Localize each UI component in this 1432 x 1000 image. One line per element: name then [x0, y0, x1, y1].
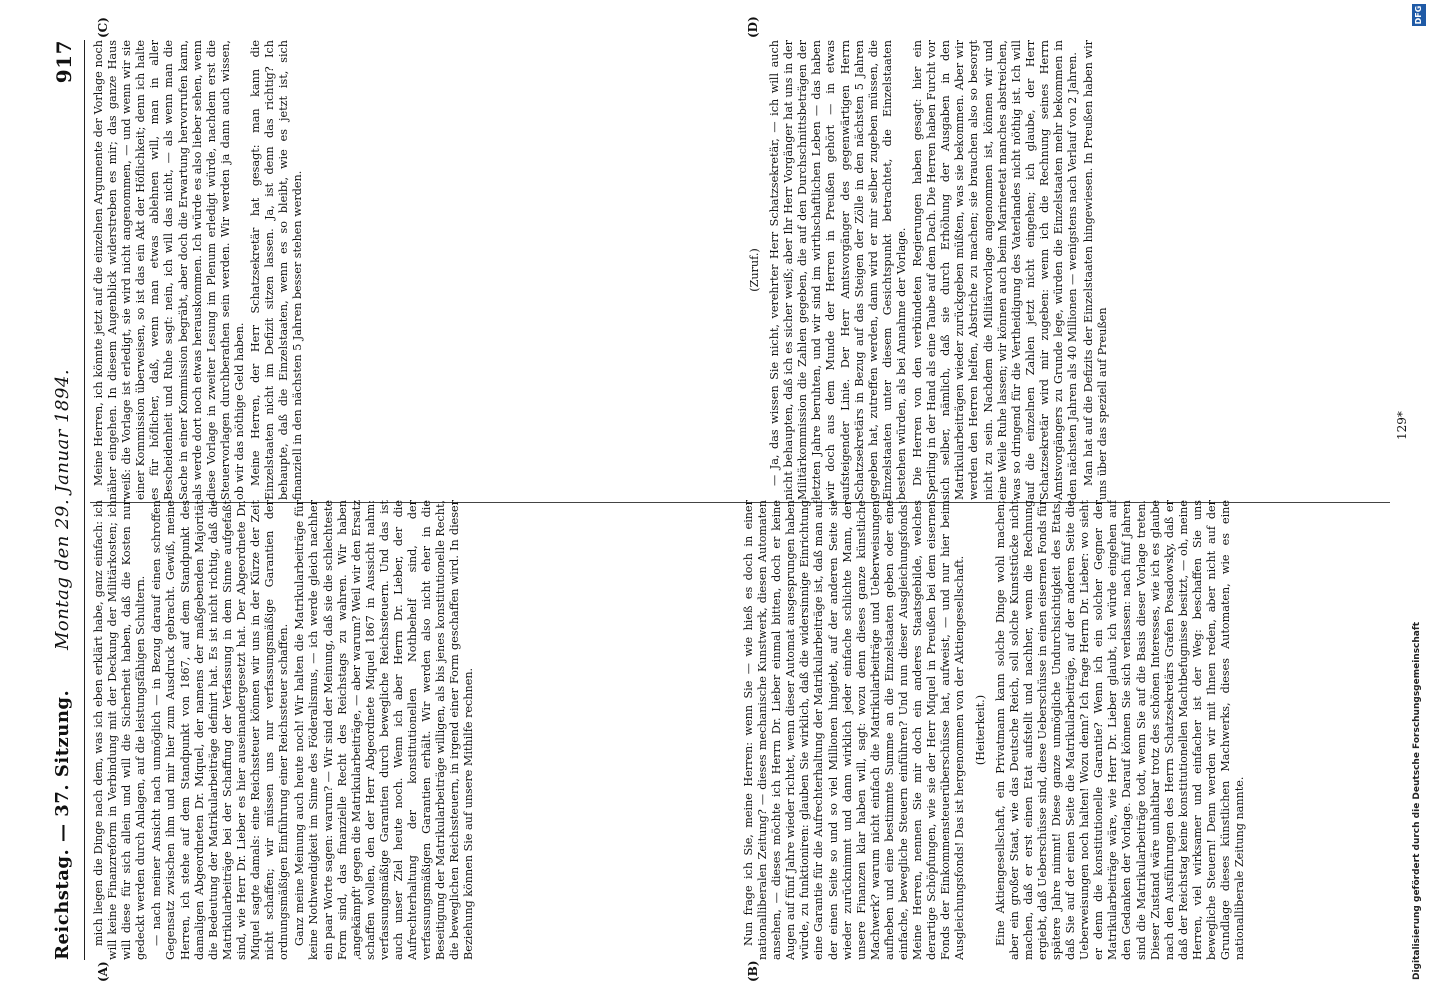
stage-direction: (Zuruf.) [748, 248, 761, 292]
text-column-2 [742, 500, 1387, 960]
paragraph: Meine Herren, der Herr Schatzsekretär hat gesagt: man kann die Einzelstaaten nicht im Defizit sitzen lassen. Ja, ist denn das richtig? Ich behaupte, daß die Einzelstaaten, wenn es so bleibt, wie es jetzt ist, sich finanziell in den nächsten 5 Jahren besser stehen werden. [249, 40, 305, 500]
header-rule [84, 40, 85, 960]
text-column-4 [742, 40, 1387, 500]
margin-marker-b: (B) [746, 960, 760, 982]
margin-marker-d: (D) [746, 16, 760, 38]
paragraph: Man hat auf die Defizits der Einzelstaaten hingewiesen. In Preußen haben wir uns über das speziell auf Preußen [1082, 40, 1110, 500]
text-column-1 [92, 500, 732, 960]
paragraph: — Ja, das wissen Sie nicht, verehrter Herr Schatzsekretär, — ich will auch nicht behaupten, daß ich es sicher weiß; aber Ihr Herr Vorgänger hat uns in der Militärkommission die Zahlen gegeben, die auf den Durchschnittsbeträgen der letzten Jahre beruhten, und wir sind im wirthschaftlichen Leben — das haben wir doch aus dem Munde der Herren in Preußen gehört — in etwas aufsteigender Linie. Der Herr Amtsvorgänger des gegenwärtigen Herrn Schatzsekretärs in Bezug auf das Steigen der Zölle in den nächsten 5 Jahren gegeben hat, zutreffen werden, dann wird er mir selber zugeben müssen, die Einzelstaaten unter diesem Gesichtspunkt betrachtet, die Einzelstaaten bestehen würden, als bei Annahme der Vorlage. [768, 40, 908, 500]
margin-marker-a: (A) [96, 961, 110, 982]
credit-line [1412, 20, 1426, 980]
paragraph: mich liegen die Dinge nach dem, was ich eben erklärt habe, ganz einfach: ich will keine Finanzreform in Verbindung mit der Deckung der Militärkosten; ich will diese für sich allein und will die Sicherheit haben, daß die Kosten nur gedeckt werden durch Anlagen, auf die leistungsfähigen Schultern. [92, 500, 148, 960]
margin-marker-c: (C) [96, 17, 110, 38]
running-head [52, 40, 82, 960]
dfg-logo [1412, 4, 1426, 26]
dfg-logo-text: DFG [1414, 5, 1423, 25]
paragraph: — nach meiner Ansicht nach unmöglich — in Bezug darauf einen schroffen Gegensatz zwischen ihm und mir hier zum Ausdruck gebracht. Gewiß, meine Herren, ich stehe auf dem Standpunkt von 1867, auf dem Standpunkt des damaligen Abgeordneten Dr. Miquel, der namens der maßgebenden Majorität die Bedeutung der Matrikularbeiträge definirt hat. Es ist nicht richtig, daß die Matrikularbeiträge bei der Schaffung der Verfassung in dem Sinne aufgefaßt sind, wie Herr Dr. Lieber es hier auseinandergesetzt hat. Der Abgeordnete Dr. Miquel sagte damals: eine Reichssteuer können wir uns in der Kürze der Zeit nicht schaffen; wir müssen uns nur verfassungsmäßige Garantien der ordnungsmäßigen Einführung einer Reichssteuer schaffen. [150, 500, 291, 960]
paragraph: Meine Herren, ich könnte jetzt auf die einzelnen Argumente der Vorlage noch näher eingehen. In diesem Augenblick widerstreben es mir; das ganze Haus weiß: die Vorlage ist erledigt, sie wird nicht angenommen, — und wenn wir sie einer Kommission überweisen, so ist das ein Akt der Höflichkeit; denn ich halte es für höflicher, daß, wenn man etwas ablehnen will, man in aller Bescheidenheit und Ruhe sagt: nein, ich will das nicht, — als wenn man die Sache in einer Kommission begräbt, aber doch die Erwartung hervorrufen kann, als werde dort noch etwas herauskommen. Ich würde es also lieber sehen, wenn diese Vorlage in zweiter Lesung im Plenum erledigt würde, nachdem erst die Steuervorlagen durchberathen sein werden. Wir werden ja dann auch wissen, ob wir das nöthige Geld haben. [92, 40, 246, 500]
paragraph: Nun frage ich Sie, meine Herren: wenn Sie — wie hieß es doch in einer nationalliberalen Zeitung? — dieses mechanische Kunstwerk, diesen Automaten ansehen, — dieses möchte ich Herrn Dr. Lieber einmal bitten, doch er keine Augen auf fünf Jahre wieder richtet, wenn dieser Automat ausgesprungen haben würde, zu funktioniren: glauben Sie wirklich, daß die widersinnige Einrichtung eine Garantie für die Aufrechterhaltung der Matrikularbeiträge ist, daß man auf der einen Seite so und so viel Millionen hingiebt, auf der anderen Seite sie wieder zurücknimmt und dann wirklich jeder einfache schlichte Mann, der unsere Finanzen klar haben will, sagt: wozu denn dieses ganze künstliche Machwerk? warum nicht einfach die Matrikularbeiträge und Ueberweisungen aufheben und eine bestimmte Summe an die Einzelstaaten geben oder eine einfache, bewegliche Steuern einführen? Und nun dieser Ausgleichungsfonds! Meine Herren, nennen Sie mir doch ein anderes Staatsgebilde, welches derartige Schöpfungen, wie sie der Herr Miquel in Preußen bei dem eisernen Fonds der Einkommensteuerüberschüsse hat, aufweist, — und nur hier beim Ausgleichungsfonds! Das ist hergenommen von der Aktiengesellschaft. [742, 500, 967, 960]
credit-text: Digitalisierung gefördert durch die Deutsche Forschungsgemeinschaft [1412, 621, 1422, 980]
header-left: Reichstag. — 37. Sitzung. [52, 689, 73, 960]
paragraph: Die Herren von den verbündeten Regierungen haben gesagt: hier ein Sperling in der Hand als eine Taube auf dem Dach. Die Herren haben Furcht vor sich selber, nämlich, daß sie durch Erhöhung der Ausgaben in den Matrikularbeiträgen wieder zurückgeben müßten, was sie bekommen. Aber wir werden den Herren helfen, Abstriche zu machen; sie brauchen also so besorgt nicht zu sein. Nachdem die Militärvorlage angenommen ist, können wir und eine Weile Ruhe lassen; wir können auch beim Marineetat manches abstreichen, was so dringend für die Vertheidigung des Vaterlandes nicht nöthig ist. Ich will auf die einzelnen Zahlen jetzt nicht eingehen; ich glaube, der Herr Schatzsekretär wird mir zugeben: wenn ich die Rechnung seines Herrn Amtsvorgängers zu Grunde lege, würden die Einzelstaaten mehr bekommen in den nächsten Jahren als 40 Millionen — wenigstens nach Verlauf von 2 Jahren. [911, 40, 1080, 500]
stage-direction: (Heiterkeit.) [973, 694, 987, 766]
signature-mark: 129* [1395, 411, 1409, 440]
text-column-3 [92, 40, 732, 500]
page-number: 917 [52, 40, 76, 84]
header-date: Montag den 29. Januar 1894. [52, 368, 73, 650]
paragraph: Ganz meine Meinung auch heute noch! Wir halten die Matrikularbeiträge für keine Nothwendigkeit im Sinne des Föderalismus, — ich werde gleich nachher ein paar Worte sagen: warum? — Wir sind der Meinung, daß sie die schlechteste Form sind, das finanzielle Recht des Reichstags zu wahren. Wir haben ‚angekämpft' gegen die Matrikularbeiträge, — aber warum? Weil wir den Ersatz schaffen wollen, den der Herr Abgeordnete Miquel 1867 in Aussicht nahm: verfassungsmäßige Garantien durch bewegliche Reichssteuern. Und das ist auch unser Ziel heute noch. Wenn ich aber Herrn Dr. Lieber, der die Aufrechterhaltung der konstitutionellen Nothbehelf sind, der verfassungsmäßigen Garantien erhält. Wir werden also nicht eher in die Beseitigung der Matrikularbeiträge willigen, als bis jenes konstitutionelle Recht, die beweglichen Reichssteuern, in irgend einer Form geschaffen wird. In dieser Beziehung können Sie auf unsere Mithilfe rechnen. [293, 500, 476, 960]
paragraph: Eine Aktiengesellschaft, ein Privatmann kann solche Dinge wohl machen; aber ein großer Staat, wie das Deutsche Reich, soll solche Kunststücke nicht machen, daß er erst einen Etat aufstellt und nachher, wenn die Rechnung ergiebt, daß Ueberschüsse sind, diese Ueberschüsse in einen eisernen Fonds für spätere Jahre nimmt! Diese ganze unmögliche Undurchsichtigkeit des Etats, daß Sie auf der einen Seite die Matrikularbeiträge, auf der anderen Seite die Ueberweisungen noch halten! Wozu denn? Ich frage Herrn Dr. Lieber: wo sieht er denn die konstitutionelle Garantie? Wenn ich ein solcher Gegner der Matrikularbeiträge wäre, wie Herr Dr. Lieber glaubt, ich würde eingehen auf den Gedanken der Vorlage. Darauf können Sie sich verlassen: nach fünf Jahren sind die Matrikularbeiträge todt, wenn Sie auf die Basis dieser Vorlage treten. Dieser Zustand wäre unhaltbar trotz des schönen Interesses, wie ich es glaube nach den Ausführungen des Herrn Schatzsekretärs Grafen Posadowsky, daß er daß der Reichstag keine konstitutionellen Machtbefugnisse besitzt, — oh, meine Herren, viel wirksamer und einfacher ist der Weg: beschaffen Sie uns bewegliche Steuern! Denn werden wir mit Ihnen reden, aber nicht auf der Grundlage dieses künstlichen Machwerks, dieses Automaten, wie es eine nationalliberale Zeitung nannte. [993, 500, 1247, 960]
